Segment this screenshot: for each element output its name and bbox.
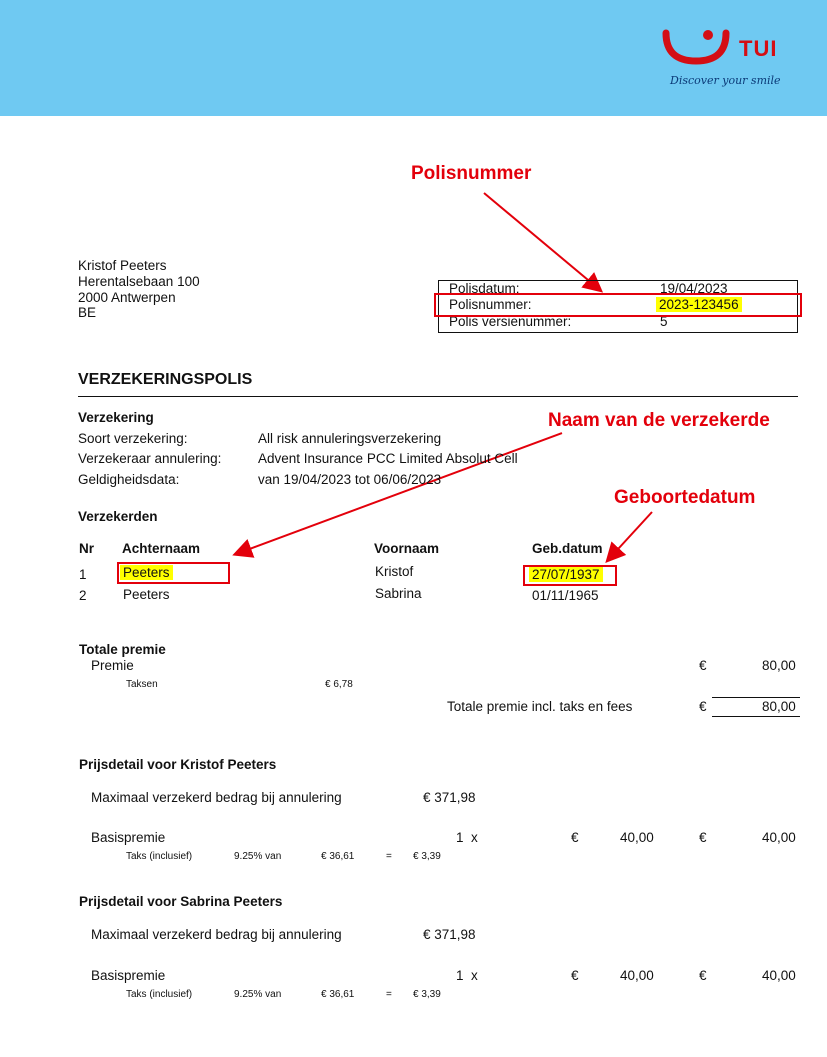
premium-total-value: 80,00 — [762, 699, 796, 714]
tui-logo-text: TUI — [739, 36, 778, 61]
price-detail-1-base-label: Basispremie — [91, 830, 166, 845]
insurance-type-value: All risk annuleringsverzekering — [258, 431, 442, 446]
page-title: VERZEKERINGSPOLIS — [78, 371, 253, 388]
price-detail-2-max-label: Maximaal verzekerd bedrag bij annulering — [91, 927, 342, 942]
premium-total-currency: € — [699, 699, 707, 714]
price-detail-2-tax-amount: € 3,39 — [413, 989, 441, 1000]
policy-version-label: Polis versienummer: — [449, 314, 572, 329]
insured-row-1-nr: 1 — [79, 567, 87, 582]
premium-total-label: Totale premie incl. taks en fees — [447, 699, 633, 714]
premium-taxes-value: € 6,78 — [325, 679, 353, 690]
premium-taxes-label: Taksen — [126, 679, 158, 690]
price-detail-2-total-currency: € — [699, 968, 707, 983]
address-street: Herentalsebaan 100 — [78, 274, 200, 289]
price-detail-2-times: x — [471, 968, 478, 983]
price-detail-1-total-currency: € — [699, 830, 707, 845]
policy-version-value: 5 — [660, 314, 668, 329]
price-detail-2-total-value: 40,00 — [762, 968, 796, 983]
policy-number-label: Polisnummer: — [449, 297, 532, 312]
total-bottom-rule — [712, 716, 800, 717]
highlight-box-geboortedatum — [523, 565, 617, 586]
premium-currency: € — [699, 658, 707, 673]
insured-row-2-dob: 01/11/1965 — [532, 588, 599, 603]
insurance-heading: Verzekering — [78, 410, 154, 425]
insured-row-2-last: Peeters — [123, 587, 170, 602]
insurance-validity-label: Geldigheidsdata: — [78, 472, 180, 487]
annotation-geboortedatum: Geboortedatum — [614, 487, 756, 508]
annotation-naam: Naam van de verzekerde — [548, 410, 770, 431]
brand-tagline: Discover your smile — [670, 74, 781, 87]
price-detail-2-tax-label: Taks (inclusief) — [126, 989, 193, 1000]
price-detail-2-tax-rate: 9.25% van — [234, 989, 282, 1000]
price-detail-1-tax-rate: 9.25% van — [234, 851, 282, 862]
price-detail-2-base-label: Basispremie — [91, 968, 166, 983]
price-detail-1-tax-amount: € 3,39 — [413, 851, 441, 862]
insurance-insurer-label: Verzekeraar annulering: — [78, 451, 222, 466]
insurance-validity-value: van 19/04/2023 tot 06/06/2023 — [258, 472, 442, 487]
highlight-box-polisnummer — [434, 293, 802, 317]
price-detail-2-unit-currency: € — [571, 968, 579, 983]
price-detail-1-heading: Prijsdetail voor Kristof Peeters — [79, 757, 277, 772]
price-detail-1-max-label: Maximaal verzekerd bedrag bij annulering — [91, 790, 342, 805]
price-detail-2-unit-value: 40,00 — [620, 968, 654, 983]
policy-number-value: 2023-123456 — [656, 297, 742, 312]
price-detail-1-qty: 1 — [456, 830, 464, 845]
price-detail-1-unit-currency: € — [571, 830, 579, 845]
price-detail-1-unit-value: 40,00 — [620, 830, 654, 845]
title-divider — [78, 396, 798, 397]
insured-row-2-first: Sabrina — [375, 586, 422, 601]
price-detail-1-tax-base: € 36,61 — [321, 851, 355, 862]
price-detail-1-total-value: 40,00 — [762, 830, 796, 845]
insured-row-2-nr: 2 — [79, 588, 87, 603]
address-city: 2000 Antwerpen — [78, 290, 176, 305]
premium-value: 80,00 — [762, 658, 796, 673]
arrow-geboortedatum — [608, 512, 652, 560]
insured-row-1-dob: 27/07/1937 — [529, 567, 603, 582]
insured-heading: Verzekerden — [78, 509, 158, 524]
address-name: Kristof Peeters — [78, 258, 167, 273]
annotation-polisnummer: Polisnummer — [411, 163, 532, 184]
price-detail-2-max-value: € 371,98 — [423, 927, 476, 942]
price-detail-2-heading: Prijsdetail voor Sabrina Peeters — [79, 894, 283, 909]
policy-date-label: Polisdatum: — [449, 281, 520, 296]
insured-col-dob: Geb.datum — [532, 541, 603, 556]
highlight-box-naam — [117, 562, 230, 584]
address-country: BE — [78, 305, 97, 320]
insured-col-last: Achternaam — [122, 541, 201, 556]
insured-col-nr: Nr — [79, 541, 95, 556]
price-detail-2-tax-base: € 36,61 — [321, 989, 355, 1000]
premium-heading: Totale premie — [79, 642, 166, 657]
insured-row-1-first: Kristof — [375, 564, 414, 579]
price-detail-1-tax-label: Taks (inclusief) — [126, 851, 193, 862]
insurance-insurer-value: Advent Insurance PCC Limited Absolut Cell — [258, 451, 518, 466]
price-detail-1-tax-eq: = — [386, 851, 392, 862]
price-detail-2-qty: 1 — [456, 968, 464, 983]
insurance-type-label: Soort verzekering: — [78, 431, 188, 446]
arrow-polisnummer — [484, 193, 600, 290]
insured-row-1-last: Peeters — [120, 565, 173, 580]
insured-col-first: Voornaam — [374, 541, 440, 556]
premium-label: Premie — [91, 658, 134, 673]
price-detail-2-tax-eq: = — [386, 989, 392, 1000]
policy-date-value: 19/04/2023 — [660, 281, 728, 296]
price-detail-1-max-value: € 371,98 — [423, 790, 476, 805]
price-detail-1-times: x — [471, 830, 478, 845]
total-top-rule — [712, 697, 800, 698]
